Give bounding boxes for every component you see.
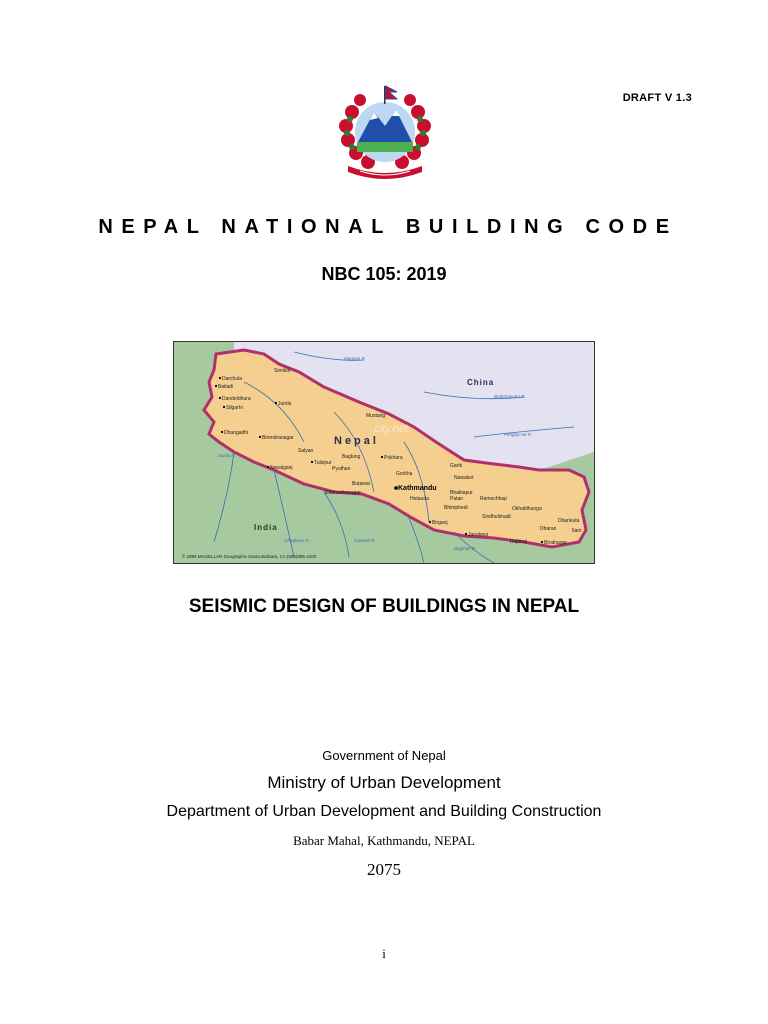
svg-text:Gorkha: Gorkha <box>396 471 413 477</box>
svg-text:Ramechhap: Ramechhap <box>480 496 507 502</box>
svg-text:Kathmandu: Kathmandu <box>398 485 437 492</box>
svg-text:Nawakot: Nawakot <box>454 475 474 481</box>
svg-text:Baglung: Baglung <box>342 454 361 460</box>
svg-text:Rajbiraj: Rajbiraj <box>510 539 527 545</box>
svg-text:Simikot: Simikot <box>274 368 291 374</box>
svg-text:Birganj: Birganj <box>432 520 448 526</box>
svg-text:Bhimphedi: Bhimphedi <box>444 505 468 511</box>
svg-text:Patan: Patan <box>450 496 464 502</box>
publication-year: 2075 <box>367 860 401 879</box>
svg-text:Biratnagar: Biratnagar <box>544 540 568 546</box>
svg-text:Dandeldhura: Dandeldhura <box>222 396 251 402</box>
svg-text:Dhangadhi: Dhangadhi <box>224 430 249 436</box>
svg-text:China: China <box>467 378 495 387</box>
svg-text:Gandak R.: Gandak R. <box>354 538 376 543</box>
svg-text:city.net: city.net <box>374 423 409 435</box>
svg-text:Bhaktapur: Bhaktapur <box>450 490 473 496</box>
svg-text:Butawal: Butawal <box>352 481 370 487</box>
svg-text:India: India <box>254 523 278 532</box>
svg-text:Baitadi: Baitadi <box>218 384 234 390</box>
svg-text:© 1996 MAGELLAN Geographix Sa: © 1996 MAGELLAN Geographix Santa Barbara, CA (805)685-3100 <box>182 554 317 559</box>
svg-text:Mustang: Mustang <box>366 413 386 419</box>
svg-text:Ilam: Ilam <box>572 528 582 534</box>
svg-text:Sarda R.: Sarda R. <box>218 453 236 458</box>
draft-version-label: DRAFT V 1.3 <box>622 92 692 104</box>
nepal-emblem-logo <box>330 82 440 182</box>
svg-text:Salyan: Salyan <box>298 448 314 454</box>
svg-text:Hetauda: Hetauda <box>410 496 429 502</box>
department-name: Department of Urban Development and Building Construction <box>166 803 602 820</box>
document-subtitle: SEISMIC DESIGN OF BUILDINGS IN NEPAL <box>188 596 580 617</box>
svg-text:Pyuthan: Pyuthan <box>332 466 351 472</box>
svg-text:Tulsipur: Tulsipur <box>314 460 332 466</box>
government-name: Government of Nepal <box>322 748 446 763</box>
map-country-label: Nepal <box>334 435 379 447</box>
svg-text:Okhaldhunga: Okhaldhunga <box>512 506 542 512</box>
svg-text:Garhi: Garhi <box>450 463 463 469</box>
svg-text:Brahmaputra R.: Brahmaputra R. <box>494 394 526 399</box>
svg-text:Nepalganj: Nepalganj <box>270 465 293 471</box>
svg-text:Dharan: Dharan <box>540 526 557 532</box>
svg-text:Maquan R.: Maquan R. <box>344 356 367 361</box>
svg-text:Bagmati R.: Bagmati R. <box>454 546 477 551</box>
svg-text:Birendranagar: Birendranagar <box>262 435 294 441</box>
svg-text:Siddharthanagar: Siddharthanagar <box>324 490 361 496</box>
page-number: i <box>382 946 386 961</box>
svg-text:Jumla: Jumla <box>278 401 292 407</box>
svg-text:Dhankuta: Dhankuta <box>558 518 580 524</box>
svg-text:Sindhulimadi: Sindhulimadi <box>482 514 511 520</box>
address: Babar Mahal, Kathmandu, NEPAL <box>293 833 475 848</box>
code-number: NBC 105: 2019 <box>321 264 447 284</box>
svg-text:Silgarhi: Silgarhi <box>226 405 243 411</box>
document-main-title: NEPAL NATIONAL BUILDING CODE <box>98 216 678 238</box>
nepal-map-figure <box>173 341 595 564</box>
svg-text:Pengqu He R.: Pengqu He R. <box>504 432 533 437</box>
svg-text:Ghaghara R.: Ghaghara R. <box>284 538 310 543</box>
ministry-name: Ministry of Urban Development <box>267 773 501 792</box>
svg-text:Pokhara: Pokhara <box>384 455 403 461</box>
svg-text:Darchula: Darchula <box>222 376 243 382</box>
svg-text:Janakpur: Janakpur <box>468 532 489 538</box>
